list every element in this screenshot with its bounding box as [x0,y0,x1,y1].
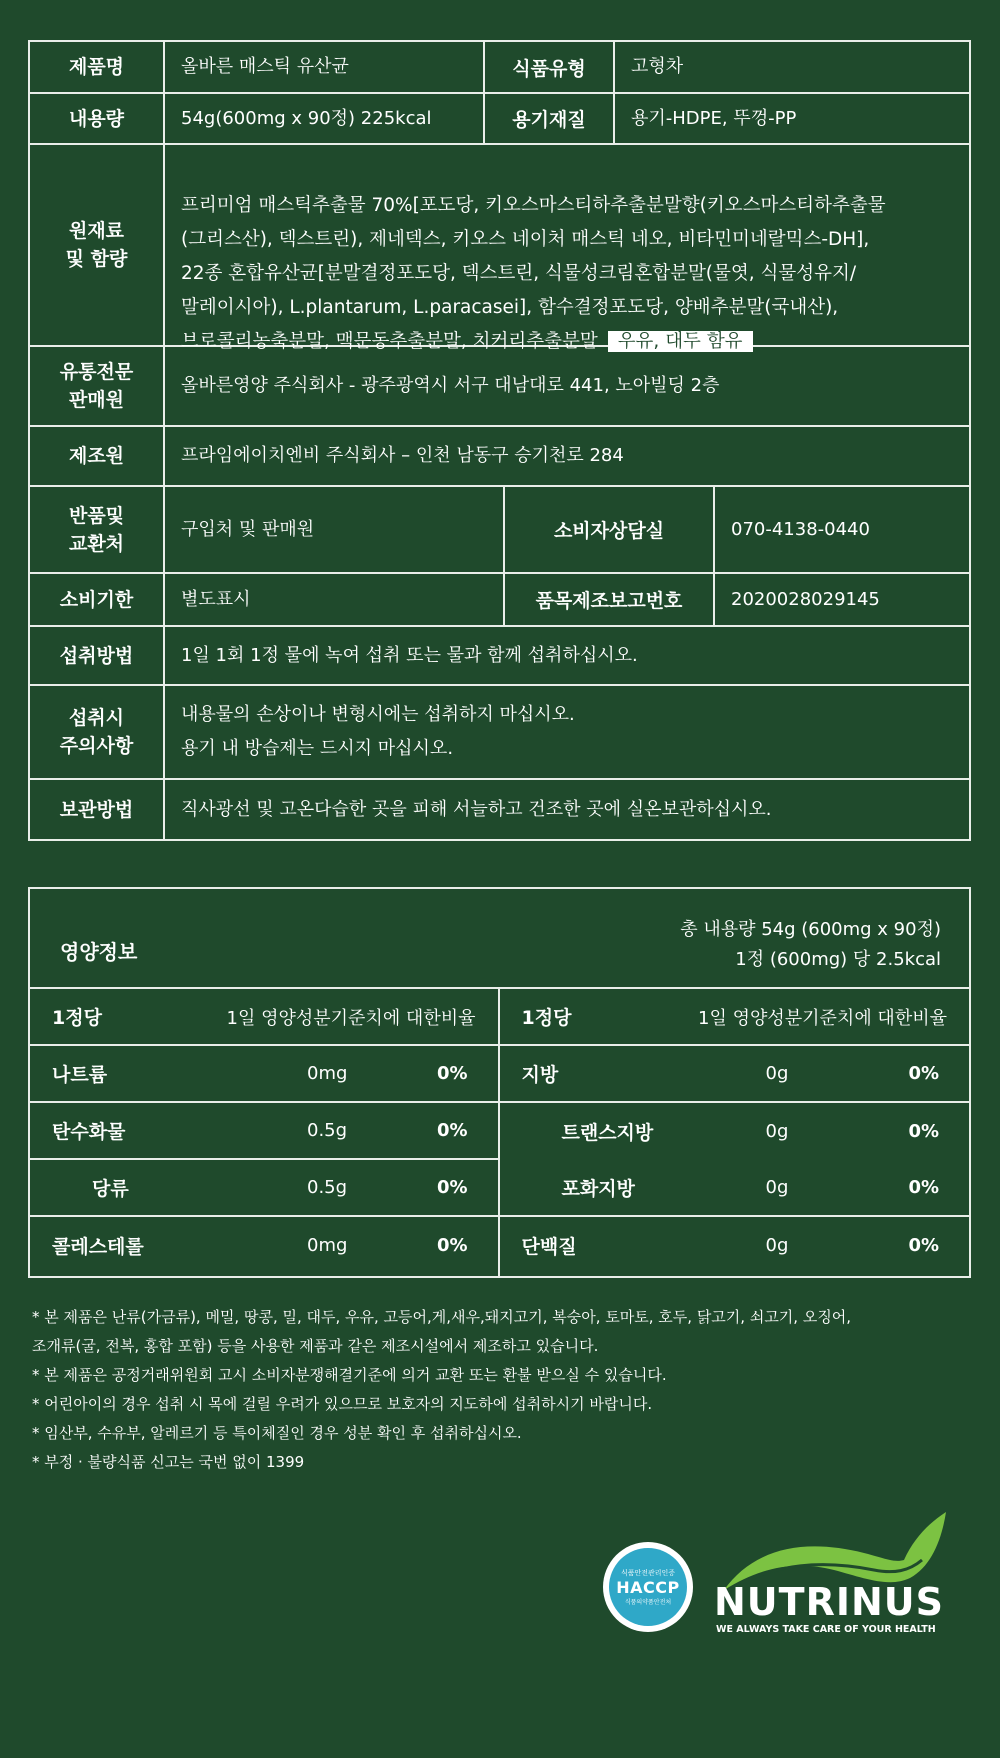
value-manufacturer: 프라임에이치엔비 주식회사 – 인천 남동구 승기천로 284 [181,445,624,466]
nutrient-amount: 0.5g [307,1177,348,1198]
nutrient-name: 트랜스지방 [561,1122,654,1144]
row-expiry [30,574,969,627]
label-caution: 섭취시 주의사항 [30,686,165,778]
nutrient-amount: 0mg [307,1235,348,1256]
value-product-name: 올바른 매스틱 유산균 [165,42,485,92]
nutrition-title: 영양정보 [60,940,138,964]
label-ingredients: 원재료 및 함량 [30,145,165,345]
row-distributor [30,347,969,427]
value-returns: 구입처 및 판매원 [165,487,505,572]
nutrition-col-right [500,989,970,1276]
product-info-table [28,40,971,841]
haccp-bottom-text: 식품의약품안전처 [624,1599,672,1606]
ratio-label: 1일 영양성분기준치에 대한비율 [226,1007,476,1029]
nutrition-col-header [500,989,970,1046]
nutrient-pct: 0% [436,1235,468,1256]
note-line: * 본 제품은 난류(가금류), 메밀, 땅콩, 밀, 대두, 우유, 고등어,게,새우,돼지고기, 복숭아, 토마토, 호두, 닭고기, 쇠고기, 오징어, [32,1308,852,1326]
row-storage [30,780,969,839]
label-report: 품목제조보고번호 [505,574,715,625]
row-manufacturer [30,427,969,487]
label-manufacturer: 제조원 [30,427,165,485]
nutrient-pct: 0% [436,1063,468,1084]
value-ingredients [165,145,969,352]
note-line: * 어린아이의 경우 섭취 시 목에 걸릴 우려가 있으므로 보호자의 지도하에 섭취하시기 바랍니다. [32,1395,653,1413]
row-product-name [30,42,969,94]
nutrient-name: 탄수화물 [52,1121,126,1143]
nutrient-name: 콜레스테롤 [52,1236,144,1258]
nutrient-name: 당류 [92,1178,129,1200]
nutrient-amount: 0.5g [307,1120,348,1141]
nutrient-pct: 0% [436,1177,468,1198]
value-container: 용기-HDPE, 뚜껑-PP [631,107,797,129]
nutrition-table [28,887,971,1278]
row-intake [30,627,969,686]
brand-tagline: WE ALWAYS TAKE CARE OF YOUR HEALTH [716,1624,936,1635]
nutrient-name: 단백질 [521,1236,577,1258]
note-line: * 본 제품은 공정거래위원회 고시 소비자분쟁해결기준에 의거 교환 또는 환불 받으실 수 있습니다. [32,1366,667,1384]
notes [32,1303,972,1477]
row-returns [30,487,969,574]
nutrient-name: 포화지방 [561,1178,635,1200]
value-content: 54g(600mg x 90정) 225kcal [165,94,485,143]
haccp-ring [609,1548,687,1626]
nutrient-row [30,1046,498,1103]
haccp-badge [603,1542,693,1632]
nutrient-amount: 0mg [307,1063,348,1084]
value-consumer-phone: 070-4138-0440 [731,518,870,540]
nutrient-name: 지방 [521,1064,559,1086]
nutrition-total-line2: 1정 (600mg) 당 2.5kcal [735,949,941,970]
label-distributor: 유통전문 판매원 [30,347,165,425]
label-container: 용기재질 [485,94,615,143]
note-line: * 임산부, 수유부, 알레르기 등 특이체질인 경우 성분 확인 후 섭취하십시오. [32,1424,522,1442]
ratio-label: 1일 영양성분기준치에 대한비율 [698,1007,947,1029]
label-expiry: 소비기한 [30,574,165,625]
label-product-name: 제품명 [30,42,165,92]
nutrient-amount: 0g [765,1063,789,1084]
brand-logo [714,1508,972,1638]
row-ingredients [30,145,969,352]
nutrient-row [500,1046,970,1103]
nutrient-pct: 0% [908,1235,939,1256]
allergen-badge: 우유, 대두 함유 [608,331,753,352]
nutrient-row [500,1160,970,1217]
value-expiry: 별도표시 [165,574,505,625]
label-storage: 보관방법 [30,780,165,839]
per-label: 1정당 [52,1007,102,1029]
value-caution: 내용물의 손상이나 변형시에는 섭취하지 마십시오. 용기 내 방습제는 드시지 마십시오. [181,704,575,759]
nutrition-header [30,889,969,989]
nutrient-pct: 0% [908,1063,939,1084]
nutrient-amount: 0g [765,1177,789,1198]
nutrient-row [500,1217,970,1274]
label-returns: 반품및 교환처 [30,487,165,572]
nutrient-amount: 0g [765,1121,789,1142]
nutrient-row [30,1103,498,1160]
nutrient-pct: 0% [908,1177,939,1198]
label-consumer: 소비자상담실 [505,487,715,572]
value-storage: 직사광선 및 고온다습한 곳을 피해 서늘하고 건조한 곳에 실온보관하십시오. [181,798,772,820]
value-report-no: 2020028029145 [731,588,880,610]
row-caution [30,686,969,780]
nutrient-row [30,1160,498,1217]
value-distributor: 올바른영양 주식회사 - 광주광역시 서구 대남대로 441, 노아빌딩 2층 [181,375,720,396]
per-label: 1정당 [521,1007,572,1029]
nutrient-pct: 0% [436,1120,468,1141]
note-line: 조개류(굴, 전복, 홍합 포함) 등을 사용한 제품과 같은 제조시설에서 제조하고 있습니다. [32,1337,599,1355]
label-content: 내용량 [30,94,165,143]
value-food-type: 고형차 [631,56,684,77]
nutrition-col-header [30,989,498,1046]
label-food-type: 식품유형 [485,42,615,92]
nutrient-name: 나트륨 [52,1064,108,1086]
nutrition-total-line1: 총 내용량 54g (600mg x 90정) [680,919,941,940]
nutrition-body [30,989,969,1276]
nutrition-col-left [30,989,500,1276]
row-content [30,94,969,145]
ingredients-text: 프리미엄 매스틱추출물 70%[포도당, 키오스마스티하추출분말향(키오스마스티하추출물 (그리스산), 덱스트린), 제네덱스, 키오스 네이처 매스틱 네오, 비타민미네랄믹스-DH], 22종 혼합유산균[분말결정포도당, 덱스트린, 식물성크림혼합분말(물엿, 식물성유지/ 말레이시아), L.plantarum, L.paracasei], 함수결정포도당, 양배추분말(국내산), 브로콜리농축분말, 맥문동추출분말, 치커리추출분말 [181,195,886,352]
haccp-top-text: 식품안전관리인증 [620,1569,676,1577]
nutrient-pct: 0% [908,1121,939,1142]
haccp-main-text: HACCP [616,1578,680,1597]
note-line: * 부정 · 불량식품 신고는 국번 없이 1399 [32,1453,305,1471]
brand-name: NUTRINUS [714,1580,945,1624]
nutrient-amount: 0g [765,1235,789,1256]
nutrition-total [680,915,941,975]
nutrient-row [30,1217,498,1274]
label-intake: 섭취방법 [30,627,165,684]
value-intake: 1일 1회 1정 물에 녹여 섭취 또는 물과 함께 섭취하십시오. [181,644,638,666]
nutrient-row [500,1103,970,1160]
